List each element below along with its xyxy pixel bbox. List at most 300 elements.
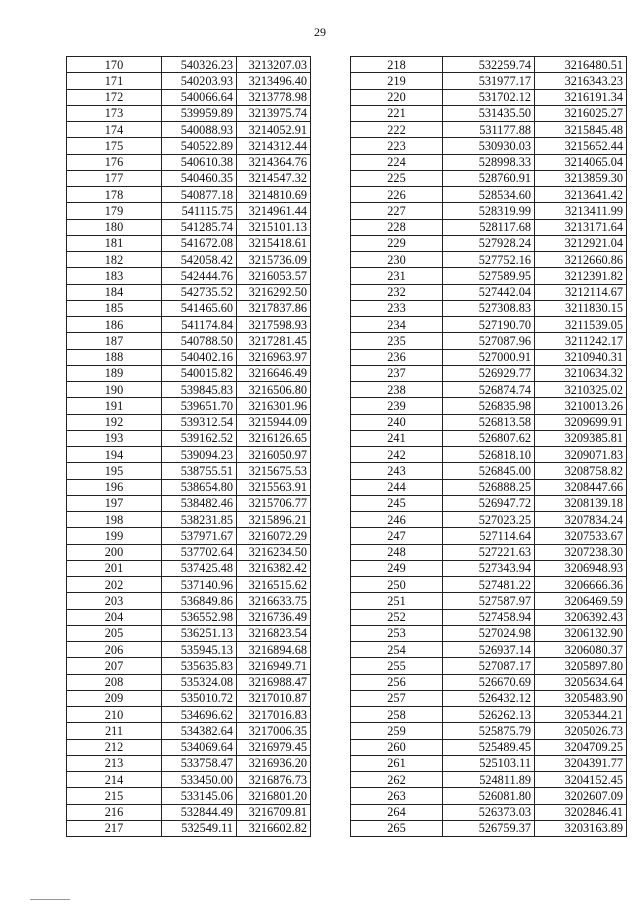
- y-coordinate-cell: 3216191.34: [535, 89, 627, 105]
- y-coordinate-cell: 3205897.80: [535, 658, 627, 674]
- x-coordinate-cell: 526813.58: [443, 414, 535, 430]
- table-row: [67, 577, 311, 593]
- point-number-cell: 217: [67, 820, 162, 836]
- point-number-cell: 196: [67, 479, 162, 495]
- y-coordinate-cell: 3205344.21: [535, 707, 627, 723]
- y-coordinate-cell: 3214961.44: [237, 203, 311, 219]
- x-coordinate-cell: 526888.25: [443, 479, 535, 495]
- x-coordinate-cell: 525489.45: [443, 739, 535, 755]
- y-coordinate-cell: 3210325.02: [535, 382, 627, 398]
- table-row: [67, 187, 311, 203]
- point-number-cell: 185: [67, 300, 162, 316]
- y-coordinate-cell: 3215563.91: [237, 479, 311, 495]
- y-coordinate-cell: 3216126.65: [237, 430, 311, 446]
- y-coordinate-cell: 3208758.82: [535, 463, 627, 479]
- y-coordinate-cell: 3213859.30: [535, 170, 627, 186]
- y-coordinate-cell: 3213171.64: [535, 219, 627, 235]
- point-number-cell: 244: [351, 479, 443, 495]
- y-coordinate-cell: 3205483.90: [535, 690, 627, 706]
- y-coordinate-cell: 3214364.76: [237, 154, 311, 170]
- y-coordinate-cell: 3216480.51: [535, 57, 627, 73]
- x-coordinate-cell: 527023.25: [443, 512, 535, 528]
- x-coordinate-cell: 526262.13: [443, 707, 535, 723]
- x-coordinate-cell: 539845.83: [162, 382, 237, 398]
- point-number-cell: 256: [351, 674, 443, 690]
- y-coordinate-cell: 3216515.62: [237, 577, 311, 593]
- x-coordinate-cell: 526373.03: [443, 804, 535, 820]
- y-coordinate-cell: 3210013.26: [535, 398, 627, 414]
- table-row: [351, 625, 627, 641]
- point-number-cell: 263: [351, 788, 443, 804]
- table-row: [67, 252, 311, 268]
- table-row: [351, 154, 627, 170]
- x-coordinate-cell: 532259.74: [443, 57, 535, 73]
- point-number-cell: 229: [351, 235, 443, 251]
- table-row: [67, 739, 311, 755]
- table-row: [351, 593, 627, 609]
- x-coordinate-cell: 526845.00: [443, 463, 535, 479]
- point-number-cell: 226: [351, 187, 443, 203]
- y-coordinate-cell: 3206080.37: [535, 642, 627, 658]
- y-coordinate-cell: 3205026.73: [535, 723, 627, 739]
- y-coordinate-cell: 3205634.64: [535, 674, 627, 690]
- point-number-cell: 230: [351, 252, 443, 268]
- point-number-cell: 265: [351, 820, 443, 836]
- y-coordinate-cell: 3204391.77: [535, 755, 627, 771]
- x-coordinate-cell: 531177.88: [443, 122, 535, 138]
- x-coordinate-cell: 532844.49: [162, 804, 237, 820]
- point-number-cell: 262: [351, 772, 443, 788]
- x-coordinate-cell: 527587.97: [443, 593, 535, 609]
- point-number-cell: 189: [67, 365, 162, 381]
- x-coordinate-cell: 531977.17: [443, 73, 535, 89]
- y-coordinate-cell: 3216876.73: [237, 772, 311, 788]
- point-number-cell: 224: [351, 154, 443, 170]
- point-number-cell: 250: [351, 577, 443, 593]
- y-coordinate-cell: 3210634.32: [535, 365, 627, 381]
- point-number-cell: 180: [67, 219, 162, 235]
- y-coordinate-cell: 3206132.90: [535, 625, 627, 641]
- x-coordinate-cell: 526874.74: [443, 382, 535, 398]
- point-number-cell: 177: [67, 170, 162, 186]
- x-coordinate-cell: 526759.37: [443, 820, 535, 836]
- y-coordinate-cell: 3212391.82: [535, 268, 627, 284]
- table-row: [67, 300, 311, 316]
- point-number-cell: 227: [351, 203, 443, 219]
- y-coordinate-cell: 3207834.24: [535, 512, 627, 528]
- x-coordinate-cell: 540326.23: [162, 57, 237, 73]
- y-coordinate-cell: 3216801.20: [237, 788, 311, 804]
- y-coordinate-cell: 3215675.53: [237, 463, 311, 479]
- table-row: [67, 755, 311, 771]
- y-coordinate-cell: 3216025.27: [535, 105, 627, 121]
- point-number-cell: 221: [351, 105, 443, 121]
- point-number-cell: 195: [67, 463, 162, 479]
- point-number-cell: 237: [351, 365, 443, 381]
- x-coordinate-cell: 527481.22: [443, 577, 535, 593]
- y-coordinate-cell: 3209699.91: [535, 414, 627, 430]
- x-coordinate-cell: 540610.38: [162, 154, 237, 170]
- point-number-cell: 211: [67, 723, 162, 739]
- point-number-cell: 204: [67, 609, 162, 625]
- y-coordinate-cell: 3216301.96: [237, 398, 311, 414]
- coordinates-table-right: [350, 56, 627, 837]
- table-row: [351, 170, 627, 186]
- x-coordinate-cell: 542058.42: [162, 252, 237, 268]
- table-row: [67, 593, 311, 609]
- point-number-cell: 259: [351, 723, 443, 739]
- y-coordinate-cell: 3204709.25: [535, 739, 627, 755]
- y-coordinate-cell: 3215845.48: [535, 122, 627, 138]
- y-coordinate-cell: 3216633.75: [237, 593, 311, 609]
- table-row: [67, 105, 311, 121]
- table-row: [351, 755, 627, 771]
- table-row: [67, 57, 311, 73]
- x-coordinate-cell: 540877.18: [162, 187, 237, 203]
- y-coordinate-cell: 3217281.45: [237, 333, 311, 349]
- y-coordinate-cell: 3213411.99: [535, 203, 627, 219]
- y-coordinate-cell: 3216709.81: [237, 804, 311, 820]
- x-coordinate-cell: 534069.64: [162, 739, 237, 755]
- point-number-cell: 173: [67, 105, 162, 121]
- y-coordinate-cell: 3213496.40: [237, 73, 311, 89]
- table-row: [351, 804, 627, 820]
- y-coordinate-cell: 3203163.89: [535, 820, 627, 836]
- y-coordinate-cell: 3214312.44: [237, 138, 311, 154]
- y-coordinate-cell: 3213641.42: [535, 187, 627, 203]
- point-number-cell: 248: [351, 544, 443, 560]
- table-row: [351, 772, 627, 788]
- table-row: [67, 609, 311, 625]
- x-coordinate-cell: 540522.89: [162, 138, 237, 154]
- point-number-cell: 238: [351, 382, 443, 398]
- y-coordinate-cell: 3216949.71: [237, 658, 311, 674]
- table-row: [67, 122, 311, 138]
- x-coordinate-cell: 539651.70: [162, 398, 237, 414]
- point-number-cell: 235: [351, 333, 443, 349]
- table-row: [67, 544, 311, 560]
- point-number-cell: 242: [351, 447, 443, 463]
- table-body: [67, 57, 311, 837]
- y-coordinate-cell: 3216050.97: [237, 447, 311, 463]
- x-coordinate-cell: 528534.60: [443, 187, 535, 203]
- point-number-cell: 247: [351, 528, 443, 544]
- y-coordinate-cell: 3208447.66: [535, 479, 627, 495]
- x-coordinate-cell: 526818.10: [443, 447, 535, 463]
- table-row: [351, 739, 627, 755]
- point-number-cell: 252: [351, 609, 443, 625]
- x-coordinate-cell: 528319.99: [443, 203, 535, 219]
- table-row: [351, 203, 627, 219]
- y-coordinate-cell: 3211539.05: [535, 317, 627, 333]
- x-coordinate-cell: 540066.64: [162, 89, 237, 105]
- y-coordinate-cell: 3217837.86: [237, 300, 311, 316]
- y-coordinate-cell: 3216936.20: [237, 755, 311, 771]
- y-coordinate-cell: 3211830.15: [535, 300, 627, 316]
- table-row: [351, 382, 627, 398]
- y-coordinate-cell: 3217010.87: [237, 690, 311, 706]
- table-row: [67, 138, 311, 154]
- x-coordinate-cell: 525103.11: [443, 755, 535, 771]
- point-number-cell: 197: [67, 495, 162, 511]
- point-number-cell: 191: [67, 398, 162, 414]
- y-coordinate-cell: 3215736.09: [237, 252, 311, 268]
- table-row: [67, 349, 311, 365]
- x-coordinate-cell: 526432.12: [443, 690, 535, 706]
- table-row: [351, 447, 627, 463]
- point-number-cell: 200: [67, 544, 162, 560]
- y-coordinate-cell: 3215652.44: [535, 138, 627, 154]
- x-coordinate-cell: 535324.08: [162, 674, 237, 690]
- table-row: [67, 203, 311, 219]
- table-row: [67, 170, 311, 186]
- point-number-cell: 210: [67, 707, 162, 723]
- table-row: [67, 707, 311, 723]
- y-coordinate-cell: 3216988.47: [237, 674, 311, 690]
- point-number-cell: 264: [351, 804, 443, 820]
- x-coordinate-cell: 538231.85: [162, 512, 237, 528]
- y-coordinate-cell: 3213975.74: [237, 105, 311, 121]
- y-coordinate-cell: 3212921.04: [535, 235, 627, 251]
- x-coordinate-cell: 526081.80: [443, 788, 535, 804]
- table-row: [67, 447, 311, 463]
- x-coordinate-cell: 531435.50: [443, 105, 535, 121]
- table-row: [67, 512, 311, 528]
- x-coordinate-cell: 535635.83: [162, 658, 237, 674]
- table-row: [351, 235, 627, 251]
- table-row: [351, 284, 627, 300]
- x-coordinate-cell: 541465.60: [162, 300, 237, 316]
- table-row: [351, 544, 627, 560]
- table-row: [351, 122, 627, 138]
- table-row: [351, 609, 627, 625]
- footer-rule: [30, 899, 70, 900]
- point-number-cell: 215: [67, 788, 162, 804]
- table-row: [67, 219, 311, 235]
- x-coordinate-cell: 539094.23: [162, 447, 237, 463]
- point-number-cell: 202: [67, 577, 162, 593]
- y-coordinate-cell: 3216072.29: [237, 528, 311, 544]
- y-coordinate-cell: 3214052.91: [237, 122, 311, 138]
- point-number-cell: 199: [67, 528, 162, 544]
- point-number-cell: 190: [67, 382, 162, 398]
- y-coordinate-cell: 3209071.83: [535, 447, 627, 463]
- point-number-cell: 192: [67, 414, 162, 430]
- x-coordinate-cell: 527087.96: [443, 333, 535, 349]
- point-number-cell: 257: [351, 690, 443, 706]
- point-number-cell: 171: [67, 73, 162, 89]
- x-coordinate-cell: 531702.12: [443, 89, 535, 105]
- x-coordinate-cell: 527589.95: [443, 268, 535, 284]
- coordinates-table-left: [66, 56, 311, 837]
- y-coordinate-cell: 3209385.81: [535, 430, 627, 446]
- point-number-cell: 253: [351, 625, 443, 641]
- x-coordinate-cell: 527114.64: [443, 528, 535, 544]
- table-row: [351, 788, 627, 804]
- point-number-cell: 207: [67, 658, 162, 674]
- table-row: [67, 723, 311, 739]
- table-row: [67, 528, 311, 544]
- y-coordinate-cell: 3216382.42: [237, 560, 311, 576]
- y-coordinate-cell: 3207533.67: [535, 528, 627, 544]
- point-number-cell: 201: [67, 560, 162, 576]
- table-row: [351, 138, 627, 154]
- point-number-cell: 178: [67, 187, 162, 203]
- table-row: [351, 252, 627, 268]
- table-row: [351, 820, 627, 836]
- table-row: [67, 820, 311, 836]
- y-coordinate-cell: 3216736.49: [237, 609, 311, 625]
- x-coordinate-cell: 527000.91: [443, 349, 535, 365]
- point-number-cell: 187: [67, 333, 162, 349]
- table-row: [67, 73, 311, 89]
- table-row: [67, 788, 311, 804]
- point-number-cell: 225: [351, 170, 443, 186]
- table-row: [67, 89, 311, 105]
- x-coordinate-cell: 525875.79: [443, 723, 535, 739]
- table-row: [351, 89, 627, 105]
- point-number-cell: 194: [67, 447, 162, 463]
- y-coordinate-cell: 3216506.80: [237, 382, 311, 398]
- x-coordinate-cell: 542735.52: [162, 284, 237, 300]
- point-number-cell: 233: [351, 300, 443, 316]
- y-coordinate-cell: 3216343.23: [535, 73, 627, 89]
- table-row: [67, 430, 311, 446]
- table-row: [67, 333, 311, 349]
- x-coordinate-cell: 539959.89: [162, 105, 237, 121]
- point-number-cell: 182: [67, 252, 162, 268]
- x-coordinate-cell: 533450.00: [162, 772, 237, 788]
- table-row: [351, 73, 627, 89]
- table-row: [67, 804, 311, 820]
- table-row: [67, 658, 311, 674]
- table-row: [67, 642, 311, 658]
- y-coordinate-cell: 3215418.61: [237, 235, 311, 251]
- x-coordinate-cell: 527343.94: [443, 560, 535, 576]
- point-number-cell: 236: [351, 349, 443, 365]
- x-coordinate-cell: 527190.70: [443, 317, 535, 333]
- y-coordinate-cell: 3215101.13: [237, 219, 311, 235]
- table-row: [351, 268, 627, 284]
- x-coordinate-cell: 527928.24: [443, 235, 535, 251]
- point-number-cell: 175: [67, 138, 162, 154]
- x-coordinate-cell: 540460.35: [162, 170, 237, 186]
- table-row: [351, 658, 627, 674]
- x-coordinate-cell: 526929.77: [443, 365, 535, 381]
- table-row: [67, 479, 311, 495]
- point-number-cell: 179: [67, 203, 162, 219]
- y-coordinate-cell: 3217016.83: [237, 707, 311, 723]
- x-coordinate-cell: 527752.16: [443, 252, 535, 268]
- point-number-cell: 219: [351, 73, 443, 89]
- y-coordinate-cell: 3206392.43: [535, 609, 627, 625]
- point-number-cell: 228: [351, 219, 443, 235]
- y-coordinate-cell: 3204152.45: [535, 772, 627, 788]
- table-row: [67, 495, 311, 511]
- table-row: [351, 642, 627, 658]
- point-number-cell: 223: [351, 138, 443, 154]
- x-coordinate-cell: 538482.46: [162, 495, 237, 511]
- x-coordinate-cell: 528117.68: [443, 219, 535, 235]
- y-coordinate-cell: 3217006.35: [237, 723, 311, 739]
- point-number-cell: 234: [351, 317, 443, 333]
- x-coordinate-cell: 540088.93: [162, 122, 237, 138]
- point-number-cell: 240: [351, 414, 443, 430]
- table-row: [351, 317, 627, 333]
- x-coordinate-cell: 538654.80: [162, 479, 237, 495]
- table-row: [351, 187, 627, 203]
- x-coordinate-cell: 527087.17: [443, 658, 535, 674]
- y-coordinate-cell: 3213778.98: [237, 89, 311, 105]
- point-number-cell: 243: [351, 463, 443, 479]
- point-number-cell: 208: [67, 674, 162, 690]
- table-row: [351, 723, 627, 739]
- table-row: [351, 512, 627, 528]
- x-coordinate-cell: 542444.76: [162, 268, 237, 284]
- table-row: [67, 463, 311, 479]
- table-row: [67, 674, 311, 690]
- x-coordinate-cell: 526670.69: [443, 674, 535, 690]
- point-number-cell: 254: [351, 642, 443, 658]
- point-number-cell: 206: [67, 642, 162, 658]
- x-coordinate-cell: 527458.94: [443, 609, 535, 625]
- point-number-cell: 255: [351, 658, 443, 674]
- y-coordinate-cell: 3211242.17: [535, 333, 627, 349]
- x-coordinate-cell: 541174.84: [162, 317, 237, 333]
- table-row: [351, 398, 627, 414]
- x-coordinate-cell: 526937.14: [443, 642, 535, 658]
- table-row: [67, 235, 311, 251]
- table-row: [351, 479, 627, 495]
- point-number-cell: 241: [351, 430, 443, 446]
- point-number-cell: 222: [351, 122, 443, 138]
- point-number-cell: 205: [67, 625, 162, 641]
- x-coordinate-cell: 540402.16: [162, 349, 237, 365]
- y-coordinate-cell: 3216979.45: [237, 739, 311, 755]
- x-coordinate-cell: 533758.47: [162, 755, 237, 771]
- x-coordinate-cell: 537971.67: [162, 528, 237, 544]
- y-coordinate-cell: 3217598.93: [237, 317, 311, 333]
- y-coordinate-cell: 3215706.77: [237, 495, 311, 511]
- point-number-cell: 232: [351, 284, 443, 300]
- x-coordinate-cell: 539162.52: [162, 430, 237, 446]
- x-coordinate-cell: 534382.64: [162, 723, 237, 739]
- y-coordinate-cell: 3213207.03: [237, 57, 311, 73]
- x-coordinate-cell: 524811.89: [443, 772, 535, 788]
- table-row: [351, 463, 627, 479]
- y-coordinate-cell: 3215944.09: [237, 414, 311, 430]
- point-number-cell: 184: [67, 284, 162, 300]
- y-coordinate-cell: 3216602.82: [237, 820, 311, 836]
- table-row: [351, 333, 627, 349]
- point-number-cell: 198: [67, 512, 162, 528]
- y-coordinate-cell: 3202846.41: [535, 804, 627, 820]
- x-coordinate-cell: 530930.03: [443, 138, 535, 154]
- y-coordinate-cell: 3206666.36: [535, 577, 627, 593]
- point-number-cell: 174: [67, 122, 162, 138]
- x-coordinate-cell: 537425.48: [162, 560, 237, 576]
- table-row: [67, 690, 311, 706]
- point-number-cell: 172: [67, 89, 162, 105]
- point-number-cell: 258: [351, 707, 443, 723]
- table-row: [351, 577, 627, 593]
- y-coordinate-cell: 3206948.93: [535, 560, 627, 576]
- x-coordinate-cell: 537140.96: [162, 577, 237, 593]
- table-row: [67, 772, 311, 788]
- x-coordinate-cell: 527308.83: [443, 300, 535, 316]
- point-number-cell: 186: [67, 317, 162, 333]
- table-row: [351, 105, 627, 121]
